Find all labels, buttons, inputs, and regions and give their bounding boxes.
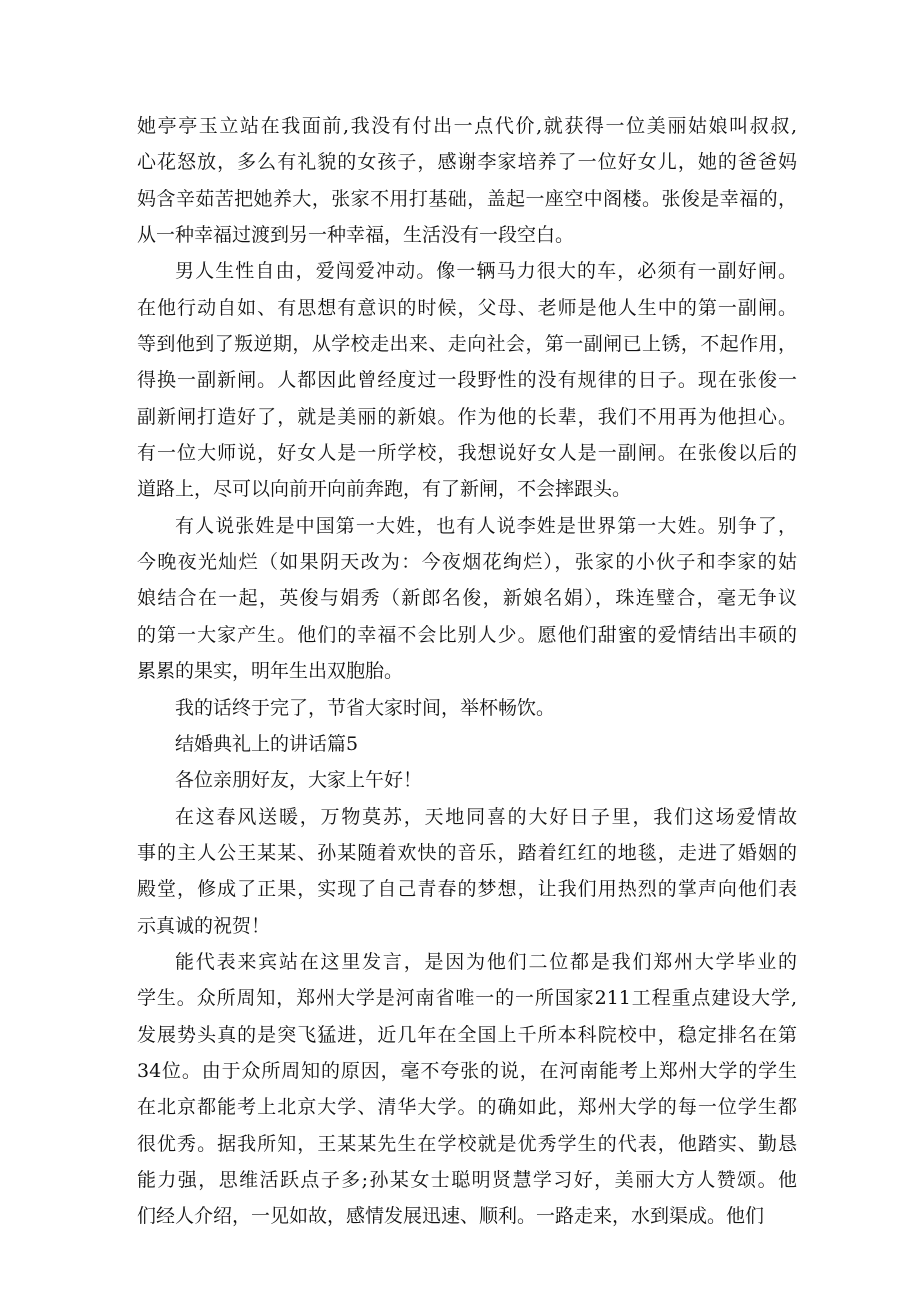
document-body <box>137 108 797 1235</box>
text-line: 今晚夜光灿烂（如果阴天改为：今夜烟花绚烂），张家的小伙子和李家的姑 <box>137 551 797 574</box>
paragraph <box>137 799 797 944</box>
text-line: 有人说张姓是中国第一大姓，也有人说李姓是世界第一大姓。别争了， <box>175 514 797 537</box>
text-line: 在北京都能考上北京大学、清华大学。的确如此，郑州大学的每一位学生都 <box>137 1096 797 1119</box>
paragraph <box>137 762 797 798</box>
text-line: 有一位大师说，好女人是一所学校，我想说好女人是一副闸。在张俊以后的 <box>137 442 797 465</box>
text-line: 从一种幸福过渡到另一种幸福，生活没有一段空白。 <box>137 224 575 247</box>
text-line: 示真诚的祝贺！ <box>137 914 271 937</box>
text-line: 妈含辛茹苦把她养大，张家不用打基础，盖起一座空中阁楼。张俊是幸福的， <box>137 187 797 210</box>
text-line: 们经人介绍，一见如故，感情发展迅速、顺利。一路走来，水到渠成。他们 <box>137 1205 765 1228</box>
text-line: 在他行动自如、有思想有意识的时候，父母、老师是他人生中的第一副闸。 <box>137 296 797 319</box>
paragraph <box>137 508 797 690</box>
text-line: 事的主人公王某某、孙某随着欢快的音乐，踏着红红的地毯，走进了婚姻的 <box>137 841 797 864</box>
text-line: 心花怒放，多么有礼貌的女孩子，感谢李家培养了一位好女儿，她的爸爸妈 <box>137 151 797 174</box>
text-line: 我的话终于完了，节省大家时间，举杯畅饮。 <box>175 696 556 719</box>
paragraph <box>137 108 797 253</box>
text-line: 等到他到了叛逆期，从学校走出来、走向社会，第一副闸已上锈，不起作用， <box>137 333 797 356</box>
text-line: 能力强，思维活跃点子多;孙某女士聪明贤慧学习好，美丽大方人赞颂。他 <box>137 1168 797 1191</box>
text-line: 在这春风送暖，万物莫苏，天地同喜的大好日子里，我们这场爱情故 <box>175 805 797 828</box>
text-line: 累累的果实，明年生出双胞胎。 <box>137 660 404 683</box>
paragraph <box>137 253 797 507</box>
text-line: 殿堂，修成了正果，实现了自己青春的梦想，让我们用热烈的掌声向他们表 <box>137 878 797 901</box>
text-line: 得换一副新闸。人都因此曾经度过一段野性的没有规律的日子。现在张俊一 <box>137 369 797 392</box>
text-line: 发展势头真的是突飞猛进，近几年在全国上千所本科院校中，稳定排名在第 <box>137 1023 797 1046</box>
text-line: 很优秀。据我所知，王某某先生在学校就是优秀学生的代表，他踏实、勤恳 <box>137 1132 797 1155</box>
text-line: 的第一大家产生。他们的幸福不会比别人少。愿他们甜蜜的爱情结出丰硕的 <box>137 623 797 646</box>
paragraph <box>137 726 797 762</box>
text-line: 男人生性自由，爱闯爱冲动。像一辆马力很大的车，必须有一副好闸。 <box>175 260 797 283</box>
text-line: 各位亲朋好友，大家上午好！ <box>175 769 423 792</box>
text-line: 她亭亭玉立站在我面前,我没有付出一点代价,就获得一位美丽姑娘叫叔叔, <box>137 115 797 137</box>
paragraph <box>137 690 797 726</box>
paragraph <box>137 944 797 1235</box>
text-line: 能代表来宾站在这里发言，是因为他们二位都是我们郑州大学毕业的 <box>175 950 797 973</box>
text-line: 结婚典礼上的讲话篇5 <box>175 732 359 755</box>
text-line: 道路上，尽可以向前开向前奔跑，有了新闸，不会摔跟头。 <box>137 478 632 501</box>
text-line: 学生。众所周知，郑州大学是河南省唯一的一所国家211工程重点建设大学, <box>137 987 797 1010</box>
text-line: 34位。由于众所周知的原因，毫不夸张的说，在河南能考上郑州大学的学生 <box>137 1059 797 1082</box>
text-line: 娘结合在一起，英俊与娟秀（新郎名俊，新娘名娟），珠连璧合，毫无争议 <box>137 587 797 610</box>
text-line: 副新闸打造好了，就是美丽的新娘。作为他的长辈，我们不用再为他担心。 <box>137 405 797 428</box>
